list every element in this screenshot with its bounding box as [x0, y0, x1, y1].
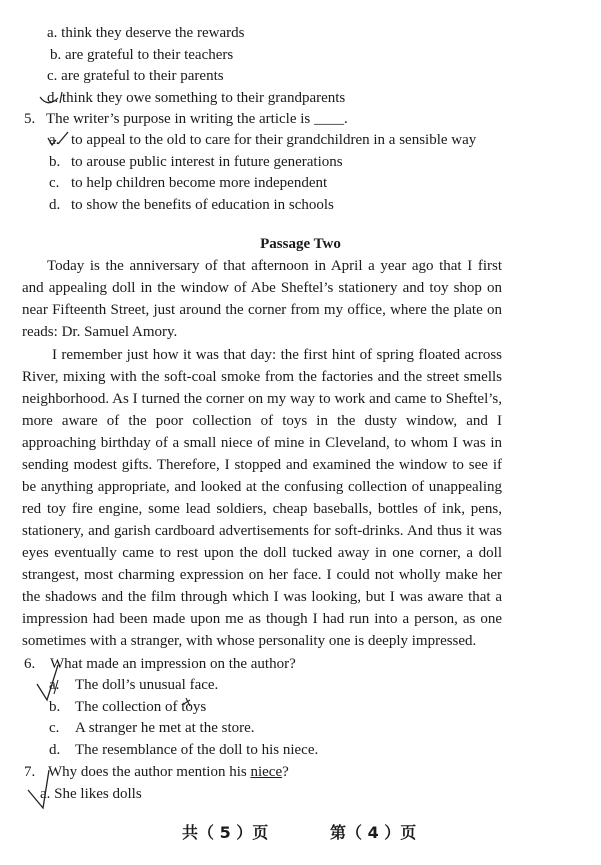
passage-title: Passage Two: [260, 236, 341, 252]
question-number: 5.: [24, 111, 36, 127]
passage-line: be anything appropriate, and looked at the confusing collection of unappealing: [22, 479, 502, 495]
q4-option-d: [47, 89, 345, 107]
question-number: 7.: [24, 764, 36, 780]
q6-option-b: [49, 698, 206, 716]
option-letter: c.: [49, 175, 60, 191]
passage-line: strangest, most charming expression on her face. I could not wholly make her: [22, 567, 502, 583]
option-text: A stranger he met at the store.: [75, 720, 255, 736]
passage-line: reads: Dr. Samuel Amory.: [22, 324, 178, 340]
option-text: think they owe something to their grandparents: [62, 90, 346, 106]
question-text: Why does the author mention his: [48, 764, 251, 780]
q4-option-c: [47, 67, 224, 85]
q6-option-c: [49, 719, 255, 737]
option-letter: a.: [49, 132, 60, 148]
passage-line: neighborhood. As I turned the corner on my way to work and came to Sheftel’s,: [22, 391, 502, 407]
option-text: are grateful to their teachers: [65, 47, 234, 63]
option-text: to help children become more independent: [71, 175, 328, 191]
q7-option-a: [40, 785, 142, 803]
option-letter: a.: [49, 677, 60, 693]
option-text: to appeal to the old to care for their grandchildren in a sensible way: [71, 132, 477, 148]
underlined-word: niece: [250, 764, 283, 780]
option-text: She likes dolls: [54, 786, 142, 802]
option-text: The doll’s unusual face.: [75, 677, 219, 693]
q7-question: [24, 763, 289, 781]
q5-option-d: [49, 196, 334, 214]
option-text: think they deserve the rewards: [61, 25, 245, 41]
question-mark: ?: [282, 764, 289, 780]
passage-line: sending modest gifts. Therefore, I stopped and examined the window to see if: [22, 457, 502, 473]
option-letter: c.: [49, 720, 60, 736]
option-text: The resemblance of the doll to his niece.: [75, 742, 319, 758]
option-letter: b.: [49, 154, 61, 170]
passage-line: eyes eventually came to rest upon the doll tucked away in one corner, a doll: [22, 545, 502, 561]
passage-line: approaching birthday of a small niece of mine in Cleveland, to whom I was in: [22, 435, 502, 451]
passage-line: River, mixing with the soft-coal smoke from the factories and the street smells: [22, 369, 502, 385]
passage-line: impression had been made upon me as though I had run into a person, as one: [22, 611, 502, 627]
option-text: are grateful to their parents: [61, 68, 224, 84]
q6-option-a: [49, 676, 218, 694]
passage-line: sometimes with a stranger, with whose personality one is deeply impressed.: [22, 633, 477, 649]
passage-line: red toy fire engine, some lead soldiers, cheap baseballs, bottles of ink, pens,: [22, 501, 502, 517]
passage-line: Today is the anniversary of that afternoon in April a year ago that I first: [47, 258, 502, 274]
option-text: to arouse public interest in future generations: [71, 154, 343, 170]
option-text: to show the benefits of education in schools: [71, 197, 334, 213]
q5-question: [24, 110, 348, 128]
q5-option-b: [49, 153, 343, 171]
option-letter: a.: [40, 786, 51, 802]
question-text: What made an impression on the author?: [50, 656, 296, 672]
passage-line: near Fifteenth Street, just around the corner from my office, where the plate on: [22, 302, 502, 318]
q5-option-c: [49, 174, 327, 192]
option-letter: c.: [47, 68, 58, 84]
total-pages: 共（ 5 ）页: [182, 823, 269, 842]
current-page: 第（ 4 ）页: [330, 823, 417, 842]
q4-option-b: [50, 46, 233, 64]
question-text: The writer’s purpose in writing the article is ____.: [46, 111, 348, 127]
option-letter: a.: [47, 25, 58, 41]
q5-option-a: [49, 131, 476, 149]
question-number: 6.: [24, 656, 36, 672]
passage-line: stationery, and garish cardboard advertisements for soft-drinks. And thus it was: [22, 523, 502, 539]
passage-line: and appealing doll in the window of Abe Sheftel’s stationery and toy shop on: [22, 280, 502, 296]
passage-line: I remember just how it was that day: the first hint of spring floated across: [52, 347, 502, 363]
passage-line: the shadows and the film through which I was looking, but I was aware that a: [22, 589, 502, 605]
passage-line: more aware of the poor collection of toys in the dusty window, and I: [22, 413, 502, 429]
option-letter: d.: [49, 742, 61, 758]
q6-option-d: [49, 741, 318, 759]
option-letter: d.: [47, 90, 59, 106]
q6-question: [24, 655, 296, 673]
option-text: The collection of toys: [75, 699, 207, 715]
q4-option-a: [47, 24, 244, 42]
option-letter: d.: [49, 197, 61, 213]
option-letter: b.: [49, 699, 61, 715]
option-letter: b.: [50, 47, 62, 63]
